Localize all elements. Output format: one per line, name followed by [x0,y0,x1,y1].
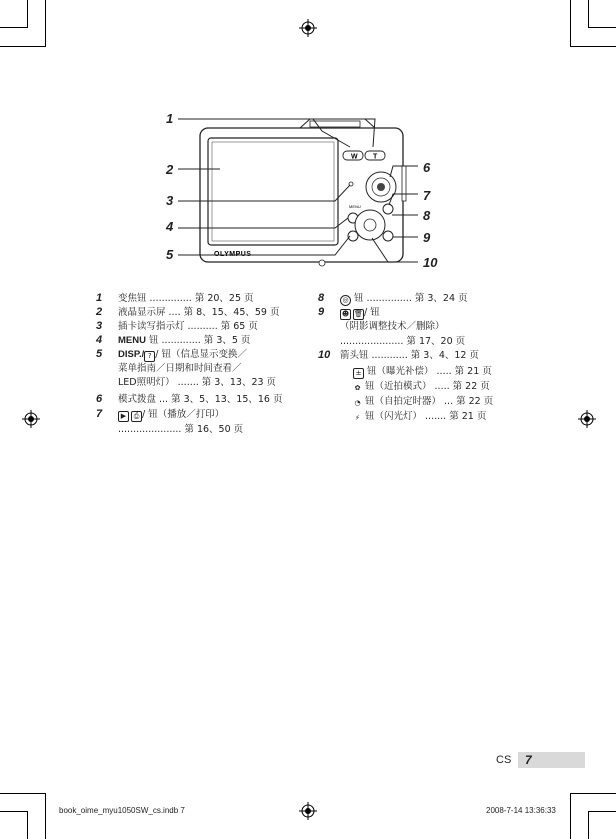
callout-9: 9 [423,230,431,245]
crop-mark [588,0,589,28]
callout-1: 1 [166,111,174,126]
list-item: 菜单指南／日期和时间查看／ [118,363,242,374]
list-item: 9 ☻ 🗑/ 钮 [318,306,380,318]
help-icon: ? [144,351,155,362]
callout-10: 10 [423,255,438,270]
flash-icon: ⚡ [355,414,360,422]
zoom-t-label: T [373,153,378,161]
crop-mark [0,811,28,812]
page-number: 7 [525,753,532,767]
shadow-adjust-icon: ☻ [341,310,350,318]
list-item: 6 模式拨盘 ... 第 3、5、13、15、16 页 [96,393,283,405]
footer-date: 2008-7-14 13:36:33 [486,806,556,815]
list-item: 1 变焦钮 .............. 第 20、25 页 [96,292,254,304]
list-item: 5 DISP./ ? / 钮（信息显示变换／ [96,348,247,360]
play-icon: ▶ [118,411,129,422]
list-item: LED照明灯） ....... 第 3、13、23 页 [118,377,277,388]
list-item: 3 插卡读写指示灯 .......... 第 65 页 [96,320,258,332]
list-item: 10 箭头钮 ............ 第 3、4、12 页 [318,349,479,361]
self-timer-icon: ◔ [354,399,361,407]
list-item: 2 液晶显示屏 .... 第 8、15、45、59 页 [96,306,280,318]
menu-button-label: MENU [349,204,361,209]
crop-mark [588,27,616,28]
list-item: ✿ 钮（近拍模式） ..... 第 22 页 [354,381,490,392]
list-item: ..................... 第 16、50 页 [118,424,244,435]
callout-7: 7 [423,188,431,203]
crop-mark [588,811,616,812]
callout-6: 6 [423,160,431,175]
list-item: ◔ 钮（自拍定时器） ... 第 22 页 [354,396,494,407]
list-item: 4 MENU 钮 ............. 第 3、5 页 [96,334,251,346]
crop-mark [0,27,28,28]
callout-5: 5 [166,247,174,262]
registration-mark-icon [299,802,317,820]
callout-3: 3 [166,193,174,208]
crop-mark [45,0,46,46]
exposure-compensation-icon: ± [353,368,364,379]
footer-file: book_oime_myu1050SW_cs.indb 7 [59,806,185,815]
crop-mark [588,811,589,839]
camera-back-diagram [160,105,450,280]
callout-8: 8 [423,208,431,223]
registration-mark-icon [578,410,596,428]
list-item: 7 ▶ ⎙ / 钮（播放／打印） [96,408,225,420]
language-code: CS [496,754,512,766]
list-item: ⚡ 钮（闪光灯） ....... 第 21 页 [353,410,486,423]
crop-mark [0,46,46,47]
list-item: （阴影调整技术／删除） [340,321,445,332]
crop-mark [45,793,46,839]
crop-mark [27,811,28,839]
scene-icon: ◎ [340,295,351,306]
macro-flower-icon: ✿ [354,384,361,392]
trash-icon: 🗑 [354,310,363,318]
page-number-tab [518,752,585,768]
crop-mark [27,0,28,28]
callout-4: 4 [166,219,174,234]
registration-mark-icon [299,19,317,37]
callout-2: 2 [166,162,174,177]
print-icon: ⎙ [131,411,142,422]
crop-mark [0,793,46,794]
crop-mark [570,793,616,794]
crop-mark [570,793,571,839]
brand-logo-text: OLYMPUS [214,251,252,258]
registration-mark-icon [22,410,40,428]
list-item: ± 钮（曝光补偿） ..... 第 21 页 [353,365,492,379]
crop-mark [570,46,616,47]
zoom-w-label: W [351,153,358,161]
crop-mark [570,0,571,46]
list-item: 8 ◎ 钮 ............... 第 3、24 页 [318,292,468,304]
list-item: ..................... 第 17、20 页 [340,336,466,347]
